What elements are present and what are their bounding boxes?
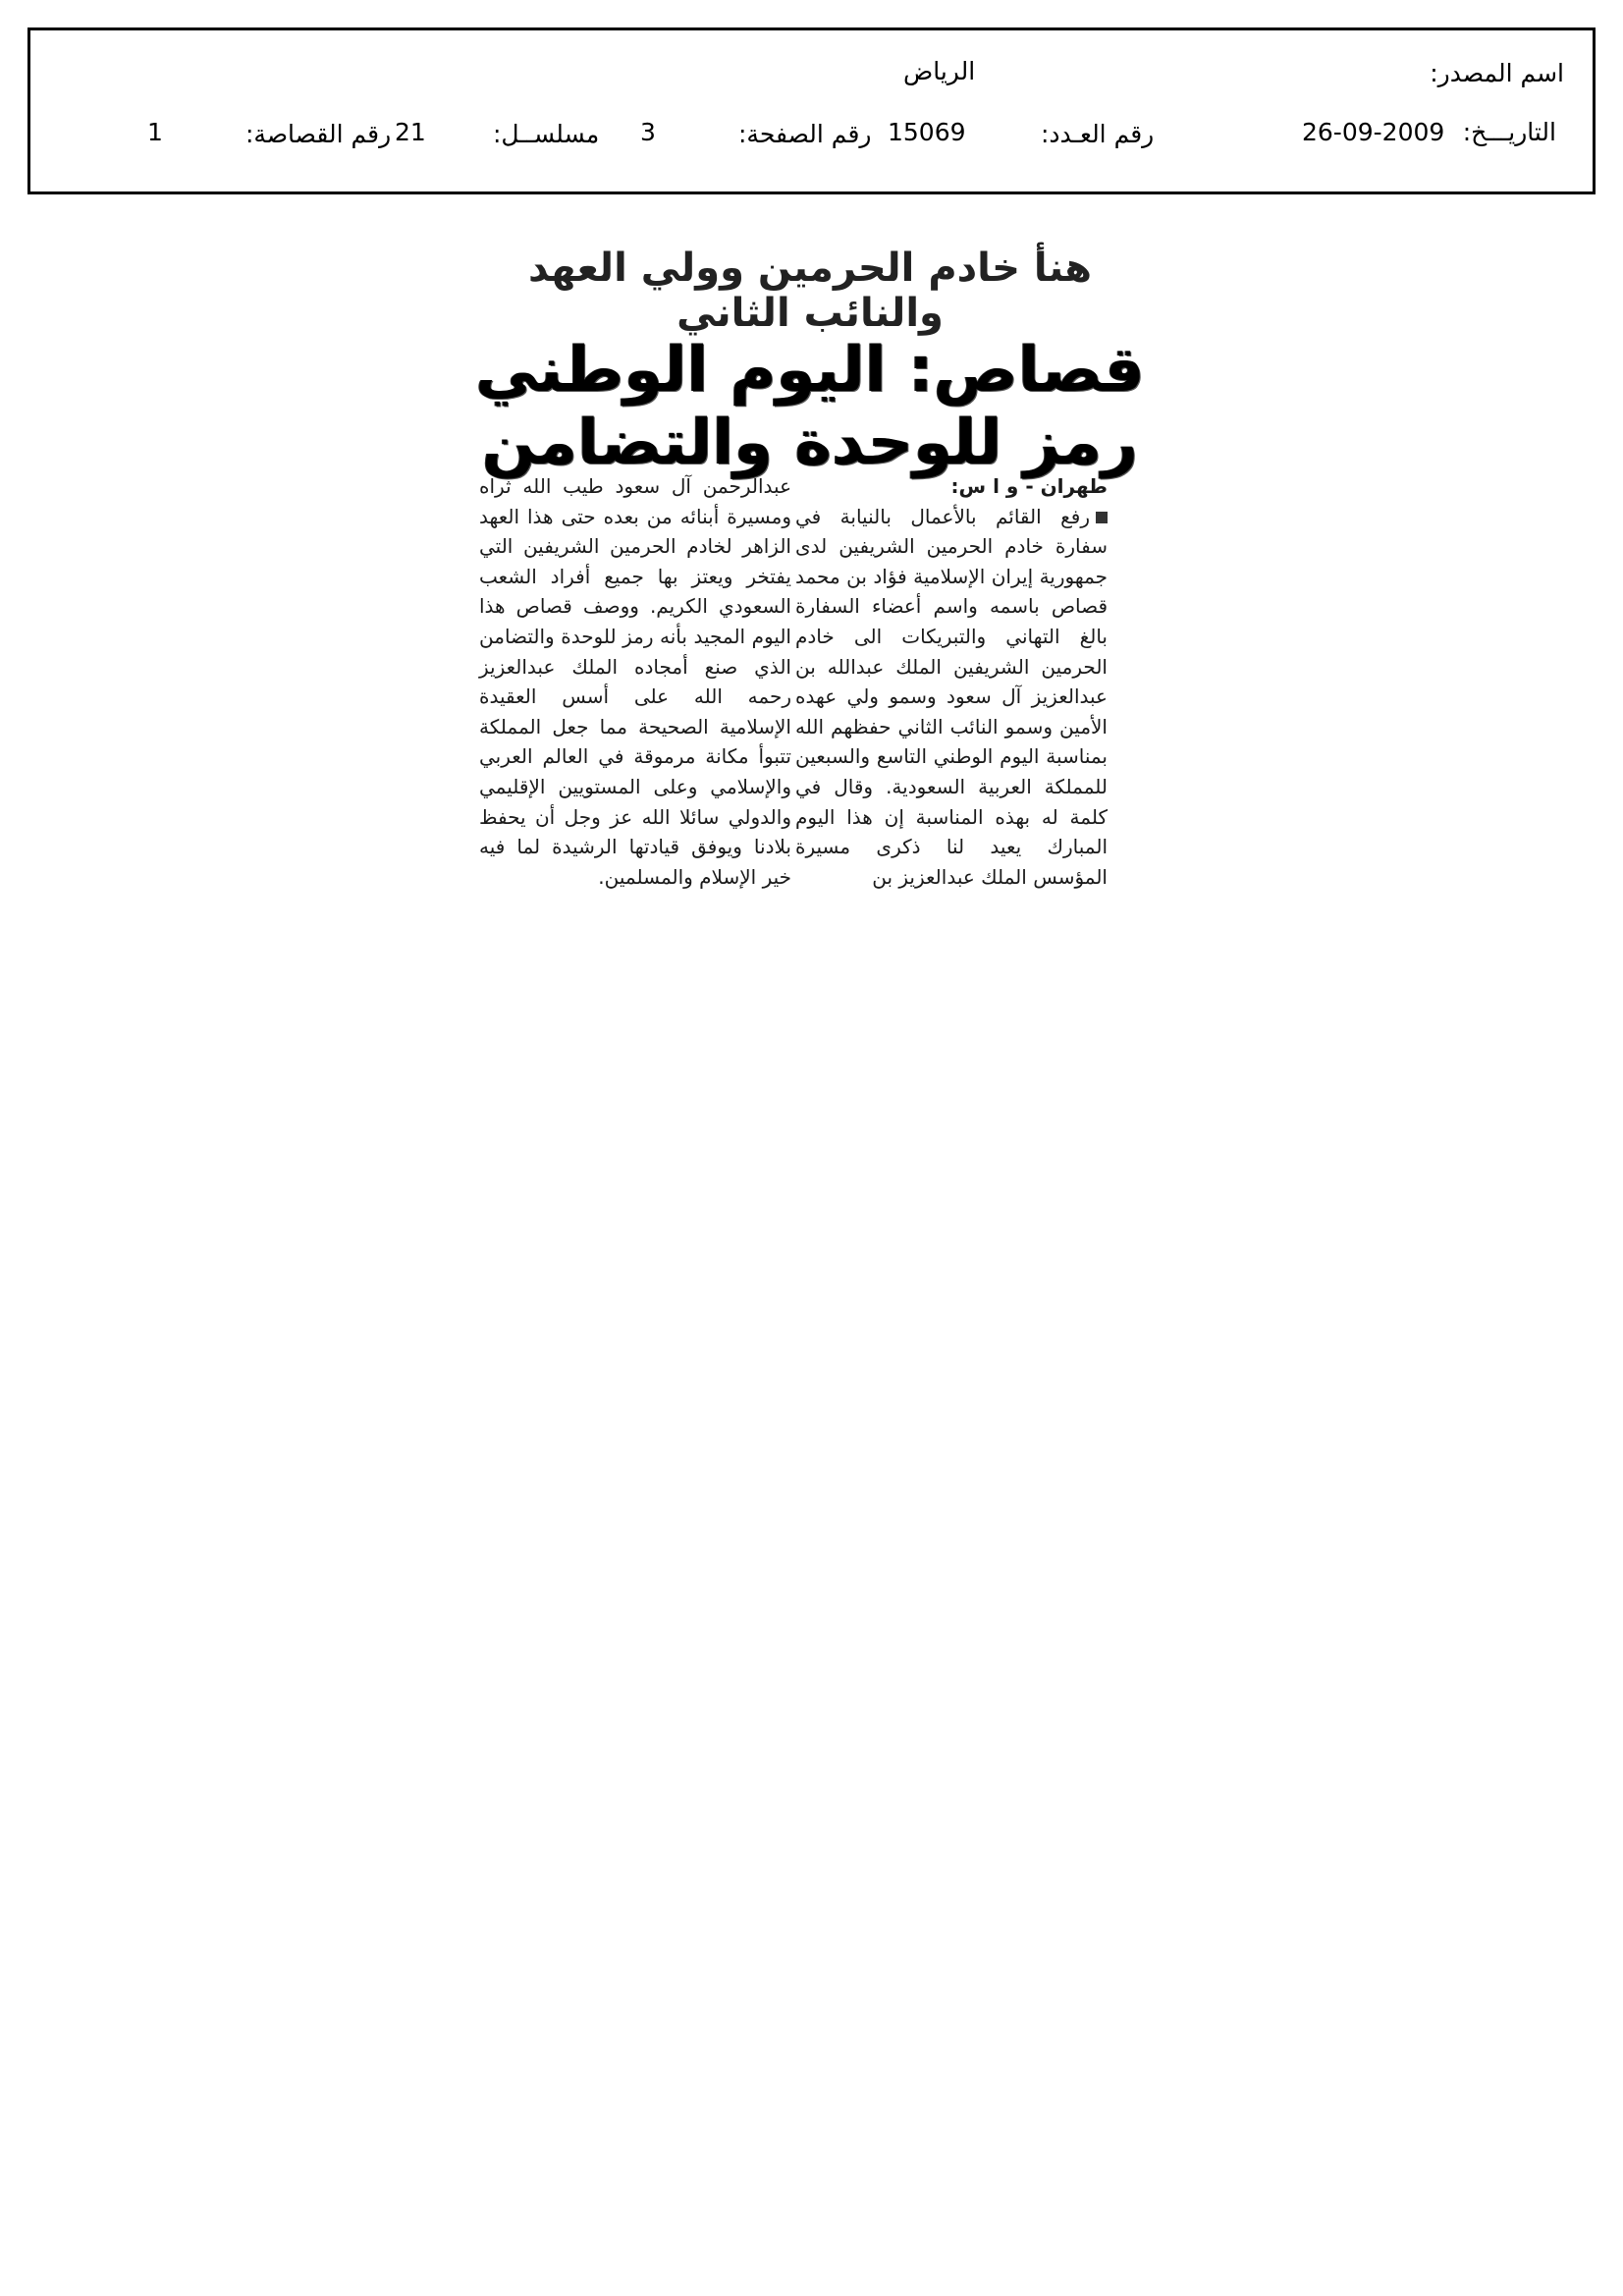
clip-number-label: رقم القصاصة: (245, 120, 392, 148)
source-value: الرياض (903, 57, 976, 85)
article-kicker: هنأ خادم الحرمين وولي العهد والنائب الثاني (527, 246, 1093, 336)
article-column-right (795, 471, 1108, 892)
date-value: 26-09-2009 (1302, 118, 1445, 146)
clipping-metadata-box (27, 27, 1596, 194)
paragraph-bullet-icon (1096, 512, 1108, 523)
article-body-right-text: رفع القائم بالأعمال بالنيابة في سفارة خادم الحرمين الشريفين لدى جمهورية إيران الإسلامية فؤاد بن محمد قصاص باسمه واسم أعضاء السفارة بالغ التهاني والتبريكات الى خادم الحرمين الشريفين الملك عبدالله بن عبدالعزيز آل سعود وسمو ولي عهده الأمين وسمو النائب الثاني حفظهم الله بمناسبة اليوم الوطني التاسع والسبعين للمملكة العربية السعودية. وقال في كلمة له بهذه المناسبة إن هذا اليوم المبارك يعيد لنا ذكرى مسيرة المؤسس الملك عبدالعزيز بن (795, 504, 1108, 889)
page-value: 3 (640, 118, 656, 146)
article-column-left (479, 471, 791, 892)
issue-label: رقم العـدد: (1041, 120, 1155, 148)
serial-value: 21 (395, 118, 426, 146)
article-dateline: طهران - و ا س: (950, 474, 1108, 498)
article-body-right (795, 502, 1108, 893)
page-label: رقم الصفحة: (738, 120, 872, 148)
source-label: اسم المصدر: (1430, 59, 1564, 87)
article-body-left: عبدالرحمن آل سعود طيب الله ثراه ومسيرة أبنائه من بعده حتى هذا العهد الزاهر لخادم الحرمين الشريفين التي يفتخر ويعتز بها جميع أفراد الشعب السعودي الكريم. ووصف قصاص هذا اليوم المجيد بأنه رمز للوحدة والتضامن الذي صنع أمجاده الملك عبدالعزيز رحمه الله على أسس العقيدة الإسلامية الصحيحة مما جعل المملكة تتبوأ مكانة مرموقة في العالم العربي والإسلامي وعلى المستويين الإقليمي والدولي سائلا الله عز وجل أن يحفظ بلادنا ويوفق قيادتها الرشيدة لما فيه خير الإسلام والمسلمين. (479, 474, 791, 889)
serial-label: مسلســل: (493, 120, 600, 148)
article-headline: قصاص: اليوم الوطني رمز للوحدة والتضامن (475, 334, 1145, 479)
date-label: التاريـــخ: (1462, 118, 1556, 146)
issue-value: 15069 (888, 118, 966, 146)
clip-number-value: 1 (147, 118, 163, 146)
